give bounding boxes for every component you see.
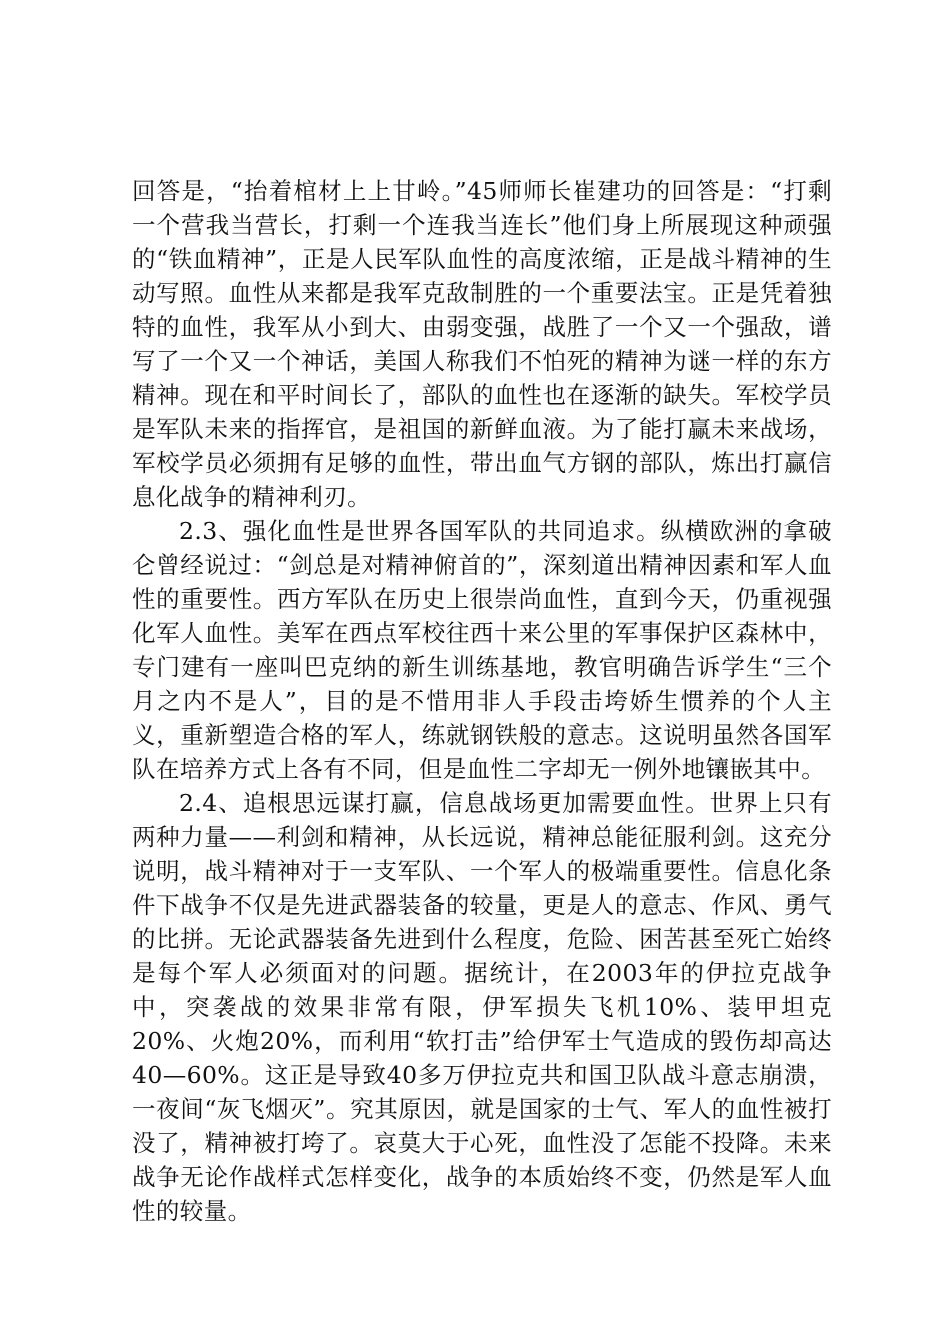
paragraph-3: 2.4、追根思远谋打赢，信息战场更加需要血性。世界上只有两种力量——利剑和精神，从长远说，精神总能征服利剑。这充分说明，战斗精神对于一支军队、一个军人的极端重要性。信息化条件下战争不仅是先进武器装备的较量，更是人的意志、作风、勇气的比拼。无论武器装备先进到什么程度，危险、困苦甚至死亡始终是每个军人必须面对的问题。据统计，在2003年的伊拉克战争中，突袭战的效果非常有限，伊军损失飞机10%、装甲坦克20%、火炮20%，而利用“软打击”给伊军士气造成的毁伤却高达40—60%。这正是导致40多万伊拉克共和国卫队战斗意志崩溃，一夜间“灰飞烟灭”。究其原因，就是国家的士气、军人的血性被打没了，精神被打垮了。哀莫大于心死，血性没了怎能不投降。未来战争无论作战样式怎样变化，战争的本质始终不变，仍然是军人血性的较量。 (132, 789, 832, 1225)
paragraph-1: 回答是，“抬着棺材上上甘岭。”45师师长崔建功的回答是：“打剩一个营我当营长，打剩一个连我当连长”他们身上所展现这种顽强的“铁血精神”，正是人民军队血性的高度浓缩，正是战斗精神的生动写照。血性从来都是我军克敌制胜的一个重要法宝。正是凭着独特的血性，我军从小到大、由弱变强，战胜了一个又一个强敌，谱写了一个又一个神话，美国人称我们不怕死的精神为谜一样的东方精神。现在和平时间长了，部队的血性也在逐渐的缺失。军校学员是军队未来的指挥官，是祖国的新鲜血液。为了能打赢未来战场，军校学员必须拥有足够的血性，带出血气方钢的部队，炼出打赢信息化战争的精神利刃。 (132, 177, 832, 511)
paragraph-2: 2.3、强化血性是世界各国军队的共同追求。纵横欧洲的拿破仑曾经说过：“剑总是对精神俯首的”，深刻道出精神因素和军人血性的重要性。西方军队在历史上很崇尚血性，直到今天，仍重视强化军人血性。美军在西点军校往西十来公里的军事保护区森林中，专门建有一座叫巴克纳的新生训练基地，教官明确告诉学生“三个月之内不是人”，目的是不惜用非人手段击垮娇生惯养的个人主义，重新塑造合格的军人，练就钢铁般的意志。这说明虽然各国军队在培养方式上各有不同，但是血性二字却无一例外地镶嵌其中。 (132, 517, 832, 783)
body-text (132, 174, 832, 1228)
